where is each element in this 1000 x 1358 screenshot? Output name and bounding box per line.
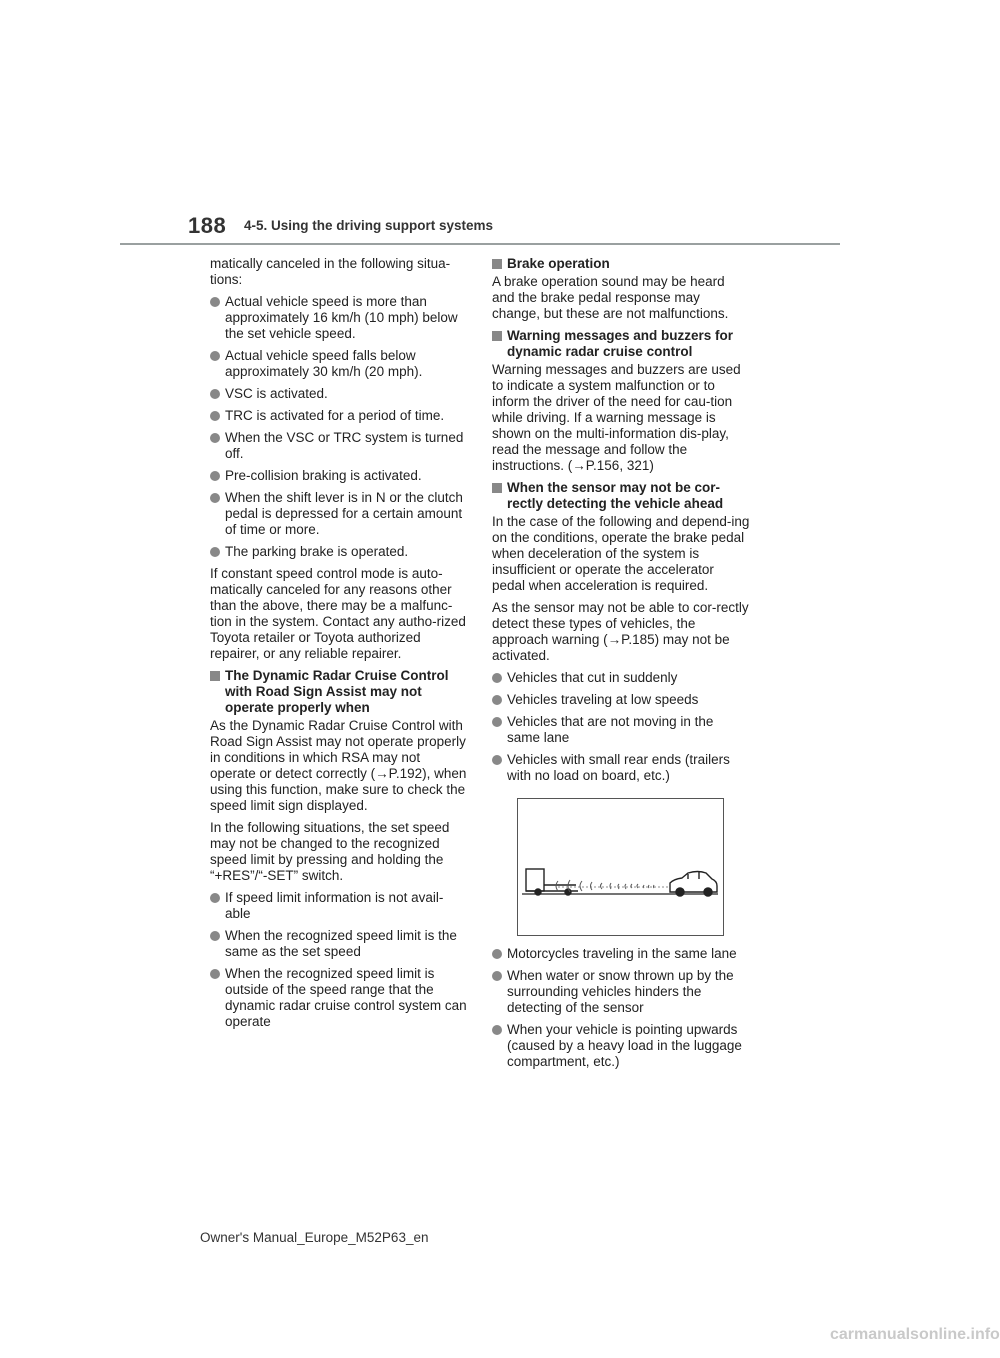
bullet-item bbox=[210, 544, 468, 560]
bullet-item bbox=[492, 692, 750, 708]
page-header bbox=[0, 0, 960, 250]
text: As the Dynamic Radar Cruise Control with Road Sign Assist may not operate properly in conditions in which RSA may not operate or detect correctly (→P.192), when using this function, make sure to check the speed limit sign displayed. bbox=[210, 718, 467, 813]
page-number: 188 bbox=[188, 213, 227, 238]
bullet-item bbox=[210, 966, 468, 1030]
bullet-dot-icon bbox=[210, 471, 220, 481]
bullet-item bbox=[210, 890, 468, 922]
paragraph bbox=[210, 566, 468, 662]
text: When your vehicle is pointing upwards (caused by a heavy load in the luggage compartment, etc.) bbox=[507, 1022, 742, 1069]
header-divider bbox=[120, 243, 840, 245]
text: If constant speed control mode is auto-matically canceled for any reasons other than the above, there may be a malfunc-tion in the system. Contact any autho-rized Toyota retailer or Toyota authorized repairer, or any reliable repairer. bbox=[210, 566, 466, 661]
bullet-dot-icon bbox=[492, 971, 502, 981]
text: VSC is activated. bbox=[225, 386, 328, 401]
paragraph bbox=[210, 820, 468, 884]
trailer-radar-illustration bbox=[518, 799, 723, 935]
text: In the case of the following and depend-ing on the conditions, operate the brake pedal when deceleration of the system is insufficient or operate the accelerator pedal when acceleration is required. bbox=[492, 514, 750, 593]
text: When the recognized speed limit is outside of the speed range that the dynamic radar cruise control system can operate bbox=[225, 966, 467, 1029]
bullet-item bbox=[210, 294, 468, 342]
text: Vehicles that cut in suddenly bbox=[507, 670, 678, 685]
bullet-dot-icon bbox=[492, 673, 502, 683]
text: Pre-collision braking is activated. bbox=[225, 468, 422, 483]
bullet-dot-icon bbox=[210, 969, 220, 979]
bullet-item bbox=[210, 386, 468, 402]
subheading bbox=[210, 668, 468, 716]
footer-text: Owner's Manual_Europe_M52P63_en bbox=[200, 1230, 429, 1245]
bullet-dot-icon bbox=[210, 433, 220, 443]
bullet-item bbox=[492, 670, 750, 686]
heading-square-icon bbox=[492, 483, 502, 493]
heading-square-icon bbox=[492, 331, 502, 341]
text: matically canceled in the following situa-tions: bbox=[210, 256, 451, 287]
bullet-dot-icon bbox=[210, 893, 220, 903]
section-title: 4-5. Using the driving support systems bbox=[244, 218, 494, 233]
text: Warning messages and buzzers for dynamic radar cruise control bbox=[507, 328, 734, 359]
paragraph bbox=[492, 600, 750, 664]
bullet-dot-icon bbox=[210, 389, 220, 399]
right-column-text bbox=[492, 256, 750, 784]
bullet-dot-icon bbox=[210, 493, 220, 503]
text: When the sensor may not be cor-rectly detecting the vehicle ahead bbox=[507, 480, 724, 511]
heading-square-icon bbox=[210, 671, 220, 681]
bullet-item bbox=[210, 408, 468, 424]
bullet-item bbox=[210, 490, 468, 538]
text: When the recognized speed limit is the same as the set speed bbox=[225, 928, 457, 959]
subheading bbox=[492, 480, 750, 512]
text: Vehicles that are not moving in the same lane bbox=[507, 714, 714, 745]
paragraph bbox=[210, 256, 468, 288]
text: In the following situations, the set speed may not be changed to the recognized speed limit by pressing and holding the “+RES”/“-SET” switch. bbox=[210, 820, 450, 883]
text: The Dynamic Radar Cruise Control with Road Sign Assist may not operate properly when bbox=[225, 668, 449, 715]
vehicle-trailer-figure bbox=[517, 798, 724, 936]
text: If speed limit information is not avail-able bbox=[225, 890, 444, 921]
bullet-item bbox=[210, 468, 468, 484]
bullet-dot-icon bbox=[210, 931, 220, 941]
watermark: carmanualsonline.info bbox=[830, 1326, 1000, 1343]
bullet-dot-icon bbox=[492, 755, 502, 765]
bullet-item bbox=[210, 348, 468, 380]
text: Motorcycles traveling in the same lane bbox=[507, 946, 737, 961]
text: A brake operation sound may be heard and the brake pedal response may change, but these are not malfunctions. bbox=[492, 274, 729, 321]
bullet-dot-icon bbox=[210, 297, 220, 307]
text: Actual vehicle speed falls below approximately 30 km/h (20 mph). bbox=[225, 348, 423, 379]
text: Brake operation bbox=[507, 256, 610, 271]
text: When water or snow thrown up by the surrounding vehicles hinders the detecting of the sensor bbox=[507, 968, 734, 1015]
bullet-dot-icon bbox=[492, 695, 502, 705]
bullet-dot-icon bbox=[492, 949, 502, 959]
bullet-item bbox=[492, 752, 750, 784]
car-icon bbox=[670, 872, 717, 897]
bullet-item bbox=[492, 968, 750, 1016]
subheading bbox=[492, 256, 750, 272]
right-column-text-bottom bbox=[492, 946, 750, 1070]
subheading bbox=[492, 328, 750, 360]
paragraph bbox=[210, 718, 468, 814]
bullet-dot-icon bbox=[492, 1025, 502, 1035]
bullet-item bbox=[492, 946, 750, 962]
paragraph bbox=[492, 514, 750, 594]
paragraph bbox=[492, 362, 750, 474]
text: When the VSC or TRC system is turned off. bbox=[225, 430, 464, 461]
text: When the shift lever is in N or the clutch pedal is depressed for a certain amount of time or more. bbox=[225, 490, 463, 537]
right-column bbox=[492, 256, 750, 1076]
text: Actual vehicle speed is more than approximately 16 km/h (10 mph) below the set vehicle speed. bbox=[225, 294, 458, 341]
trailer-icon bbox=[526, 869, 578, 895]
text: As the sensor may not be able to cor-rectly detect these types of vehicles, the approach warning (→P.185) may not be activated. bbox=[492, 600, 749, 663]
left-column bbox=[210, 256, 468, 1036]
bullet-dot-icon bbox=[492, 717, 502, 727]
bullet-dot-icon bbox=[210, 351, 220, 361]
bullet-item bbox=[210, 430, 468, 462]
text: TRC is activated for a period of time. bbox=[225, 408, 445, 423]
text: Warning messages and buzzers are used to indicate a system malfunction or to inform the driver of the need for cau-tion while driving. If a warning message is shown on the multi-information dis-play, read the message and follow the instructions. (→P.156, 321) bbox=[492, 362, 741, 473]
text: Vehicles with small rear ends (trailers with no load on board, etc.) bbox=[507, 752, 730, 783]
text: The parking brake is operated. bbox=[225, 544, 409, 559]
bullet-dot-icon bbox=[210, 411, 220, 421]
bullet-dot-icon bbox=[210, 547, 220, 557]
text: Vehicles traveling at low speeds bbox=[507, 692, 699, 707]
paragraph bbox=[492, 274, 750, 322]
bullet-item bbox=[492, 1022, 750, 1070]
bullet-item bbox=[492, 714, 750, 746]
bullet-item bbox=[210, 928, 468, 960]
heading-square-icon bbox=[492, 259, 502, 269]
